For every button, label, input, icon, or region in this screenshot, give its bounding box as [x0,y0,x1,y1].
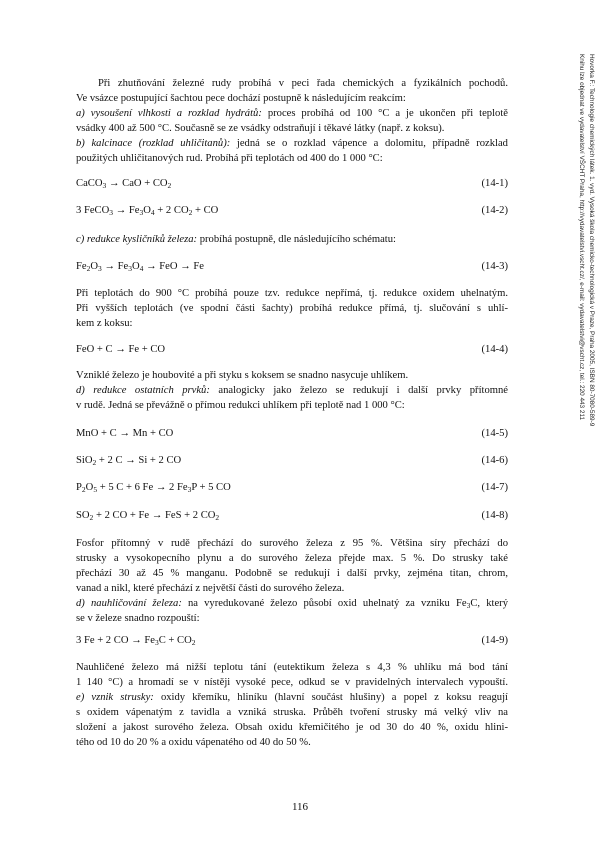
equation-formula [76,342,165,357]
text-line: Ve vsázce postupující šachtou pece dochází postupně k následujícím reakcím: [76,93,406,104]
text-line: se v železe snadno rozpouští: [76,613,200,624]
text-line [76,383,508,398]
text-line: Při teplotách do 900 °C probíhá pouze tzv. redukce nepřímá, tj. redukce oxidem uhelnatým. [76,288,508,299]
equation-14-2 [76,203,508,218]
text-line: Při zhutňování železné rudy probíhá v peci řada chemických a fyzikálních pochodů. [98,78,508,89]
step-c-paragraph [76,232,508,247]
equation-number: (14-2) [481,205,508,216]
equation-number: (14-4) [481,344,508,355]
equation-number: (14-1) [481,178,508,189]
text-line: s oxidem vápenatým z tavidla a vzniká struska. Průběh tvoření strusky má velký vliv na [76,707,508,718]
formula-text: 3 FeCO [76,205,110,216]
equation-formula [76,203,218,218]
equation-14-1 [76,176,508,191]
subscript: 2 [188,208,193,217]
text-line: Vzniklé železo je houbovité a při styku s koksem se snadno nasycuje uhlíkem. [76,370,409,381]
text-line: kem z koksu: [76,318,133,329]
equation-formula [76,259,204,274]
formula-text: Fe [76,261,87,272]
step-carburization-text-end: C, který [470,598,508,609]
equation-formula [76,508,219,523]
text-line: Při vyšších teplotách (ve spodní části šachty) probíhá redukce přímá, tj. slučování s uhlí- [76,303,508,314]
text-line: vsádky 400 až 500 °C. Současně se ze vsádky odstraňují i těkavé látky (např. z koksu). [76,123,445,134]
equation-number: (14-5) [481,428,508,439]
formula-text: O [85,482,94,493]
text-line [76,690,508,705]
equation-number: (14-9) [481,635,508,646]
equation-14-7 [76,480,508,495]
text-line: 1 140 °C) a hromadí se v nístěji vysoké pece, odkud se v pravidelných intervalech vypouští. [76,677,508,688]
formula-text: O [143,205,151,216]
step-d-paragraph [76,368,508,413]
step-b-label: b) kalcinace (rozklad uhličitanů): [76,138,231,149]
formula-text: C + CO [158,635,192,646]
step-d-text: analogicky jako železo se redukují i další prvky přítomné [209,385,508,396]
formula-text: MnO + C → Mn + CO [76,428,174,439]
step-e-label: e) vznik strusky: [76,692,154,703]
formula-text: → CaO + CO [106,178,168,189]
text-line: strusky a vysokopecního plynu a do surového železa přejde max. 5 %. Do strusky také [76,553,508,564]
equation-14-9 [76,633,508,648]
formula-text: + 2 CO [154,205,189,216]
subscript: 4 [139,264,144,273]
subscript: 2 [215,513,220,522]
subscript: 2 [89,513,94,522]
subscript: 2 [86,264,91,273]
subscript: 3 [128,264,132,273]
subscript: 3 [187,485,192,494]
equation-number: (14-6) [481,455,508,466]
formula-text: + 5 C + 6 Fe → 2 Fe [97,482,188,493]
subscript: 2 [167,181,172,190]
text-line: tého od 10 do 20 % a oxidu vápenatého od 40 do 50 %. [76,737,311,748]
page-number: 116 [291,801,309,813]
equation-number: (14-7) [481,482,508,493]
formula-text: O [131,261,140,272]
subscript: 3 [98,264,102,273]
equation-14-8 [76,508,508,523]
subscript: 2 [92,458,97,467]
formula-text: P [76,482,82,493]
text-line: vanad a nikl, které přechází z největší části do surového železa. [76,583,345,594]
equation-formula [76,633,196,648]
equation-formula [76,453,181,468]
reduction-paragraph [76,286,508,331]
formula-text: → Fe [113,205,140,216]
equation-number: (14-8) [481,510,508,521]
subscript: 3 [139,208,144,217]
step-a-label: a) vysoušení vlhkosti a rozklad hydrátů: [76,108,262,119]
step-a-text: proces probíhá od 100 °C a je ukončen při teplotě [261,108,508,119]
subscript: 3 [102,181,107,190]
citation-line: Hovorka F.: Technologie chemických látek. 1. vyd. Vysoká škola chemicko-technologická v Praze, Praha 2005, ISBN 80-7080-589-9 [588,54,595,427]
step-c-text: probíhá postupně, dle následujícího schématu: [197,234,396,245]
formula-text: CaCO [76,178,103,189]
equation-14-5 [76,426,508,441]
text-line: přechází 30 až 45 % manganu. Podobně se redukují i další prvky, zejména titan, chrom, [76,568,508,579]
subscript: 5 [93,485,98,494]
subscript: 3 [466,601,471,610]
formula-text: + 2 CO + Fe → FeS + 2 CO [93,510,216,521]
slag-paragraph [76,660,508,750]
step-carburization-label: d) nauhličování železa: [76,598,182,609]
subscript: 2 [191,638,196,647]
formula-text: SO [76,510,90,521]
order-info-line: Knihu lze objednat ve vydavatelství VŠCHT Praha, http://vydavatelstvi.vscht.cz/, e-mail: vydavatelstvi@vscht.cz, tel.: 220 443 211 [578,54,585,421]
text-line [76,232,508,247]
text-line: Nauhličené železo má nižší teplotu tání (eutektikum železa s 4,3 % uhlíku má bod tání [76,662,508,673]
text-line: použitých uhličitanových rud. Probíhá při teplotách od 400 do 1 000 °C: [76,153,383,164]
subscript: 4 [150,208,155,217]
equation-14-3 [76,259,508,274]
formula-text: → Fe [101,261,129,272]
equation-14-4 [76,342,508,357]
formula-text: + 2 C → Si + 2 CO [96,455,182,466]
equation-14-6 [76,453,508,468]
text-line [76,136,508,151]
formula-text: P + 5 CO [191,482,231,493]
text-line: v rudě. Jedná se převážně o přímou redukci uhlíkem při teplotě nad 1 000 °C: [76,400,405,411]
subscript: 3 [154,638,159,647]
text-line: Fosfor přítomný v rudě přechází do surového železa z 95 %. Většina síry přechází do [76,538,508,549]
equation-number: (14-3) [481,261,508,272]
formula-text: 3 Fe + 2 CO → Fe [76,635,155,646]
intro-paragraph [76,76,508,166]
formula-text: → FeO → Fe [143,261,205,272]
step-e-text: oxidy křemíku, hliníku (hlavní součást hlušiny) a popel z koksu reagují [153,692,508,703]
formula-text: SiO [76,455,93,466]
subscript: 3 [109,208,114,217]
citation-sidenote [550,54,596,574]
text-line [76,596,508,611]
subscript: 2 [81,485,86,494]
formula-text: + CO [192,205,219,216]
formula-text: FeO + C → Fe + CO [76,344,166,355]
text-line: složení a jakost surového železa. Obsah oxidu křemičitého je od 30 do 40 %, oxidu hlini- [76,722,508,733]
step-d-label: d) redukce ostatních prvků: [76,385,210,396]
step-b-text: jedná se o rozklad vápence a dolomitu, případně rozklad [230,138,508,149]
step-c-label: c) redukce kysličníků železa: [76,234,198,245]
step-carburization-text: na vyredukované železo působí oxid uhelnatý za vzniku Fe [181,598,467,609]
equation-formula [76,176,171,191]
equation-formula [76,480,231,495]
equation-formula [76,426,173,441]
text-line [76,106,508,121]
formula-text: O [90,261,98,272]
phosphorus-paragraph [76,536,508,626]
